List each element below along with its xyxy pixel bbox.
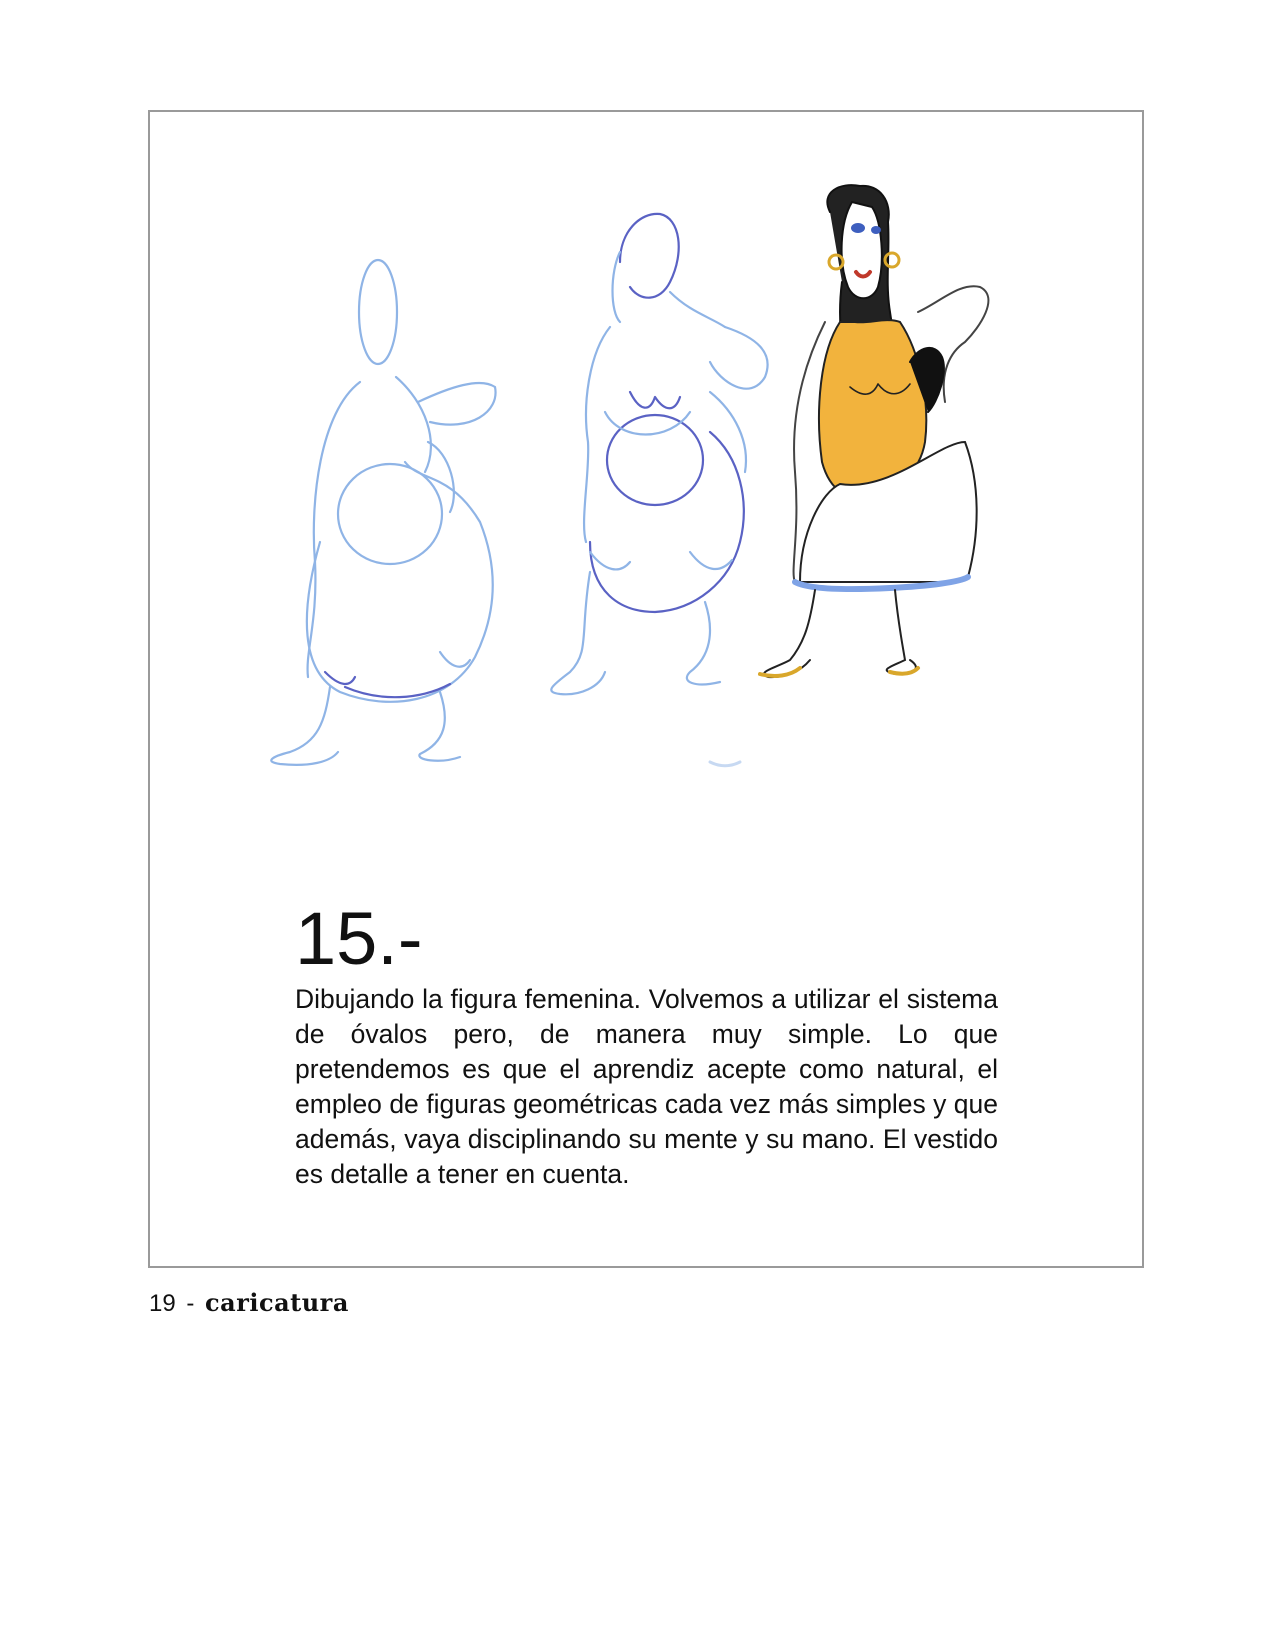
footer-separator: -	[186, 1290, 195, 1317]
step-description: Dibujando la figura femenina. Volvemos a utilizar el sistema de óvalos pero, de manera muy simple. Lo que pretendemos es que el aprendiz acepte como natural, el empleo de figuras geométricas cada vez más simples y que además, vaya disciplinando su mente y su mano. El vestido es detalle a tener en cuenta.	[295, 984, 998, 1189]
finished-figure	[760, 185, 988, 677]
step-number: 15.-	[295, 897, 423, 980]
illustration	[150, 112, 1142, 852]
page-number: 19	[149, 1290, 176, 1317]
sketch-figure-2	[551, 214, 767, 766]
page-footer	[149, 1288, 349, 1318]
sketch-figure-1	[271, 260, 495, 765]
content-frame	[148, 110, 1144, 1268]
publication-title: caricatura	[205, 1288, 349, 1317]
